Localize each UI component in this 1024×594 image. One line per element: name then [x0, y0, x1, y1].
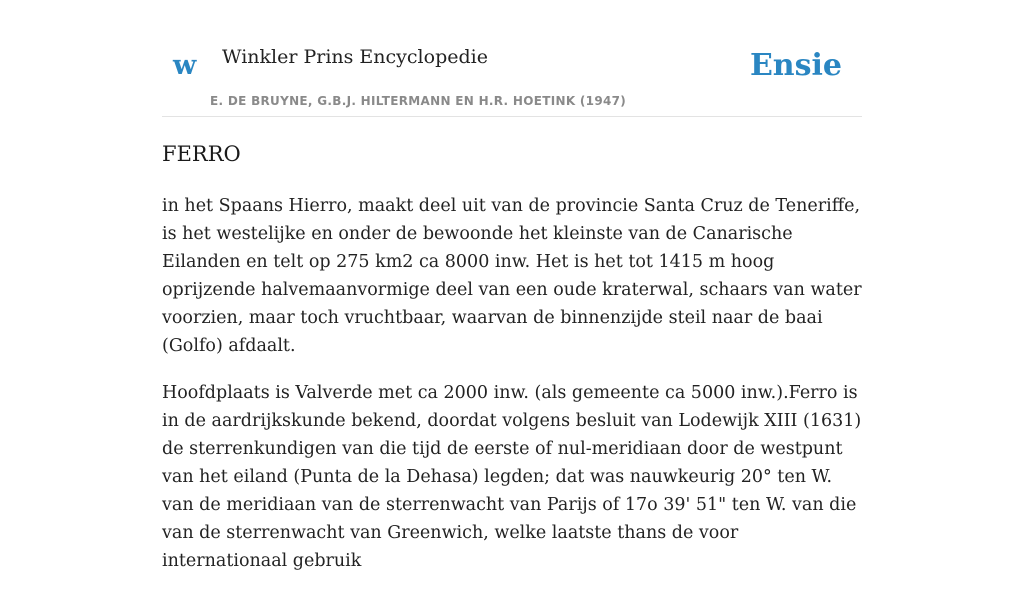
source-authors: E. DE BRUYNE, G.B.J. HILTERMANN EN H.R. HOETINK (1947) — [210, 94, 627, 108]
entry-paragraph: Hoofdplaats is Valverde met ca 2000 inw. (als gemeente ca 5000 inw.).Ferro is in de aardrijkskunde bekend, doordat volgens besluit van Lodewijk XIII (1631) de sterrenkundigen van die tijd de eerste of nul-meridiaan door de westpunt van het eiland (Punta de la Dehasa) legden; dat was nauwkeurig 20° ten W. van de meridiaan van de sterrenwacht van Parijs of 17o 39' 51" ten W. van die van de sterrenwacht van Greenwich, welke laatste thans de voor internationaal gebruik — [162, 383, 862, 571]
entry-title: FERRO — [162, 142, 241, 166]
source-logo-icon[interactable]: w — [173, 50, 197, 81]
ensie-logo-link[interactable]: Ensie — [749, 48, 842, 83]
source-header — [162, 0, 862, 117]
entry-paragraph: in het Spaans Hierro, maakt deel uit van de provincie Santa Cruz de Teneriffe, is het westelijke en onder de bewoonde het kleinste van de Canarische Eilanden en telt op 275 km2 ca 8000 inw. Het is het tot 1415 m hoog oprijzende halvemaanvormige deel van een oude kraterwal, schaars van water voorzien, maar toch vruchtbaar, waarvan de binnenzijde steil naar de baai (Golfo) afdaalt. — [162, 196, 862, 356]
source-title-link[interactable]: Winkler Prins Encyclopedie — [222, 46, 488, 68]
entry-body — [162, 192, 862, 594]
